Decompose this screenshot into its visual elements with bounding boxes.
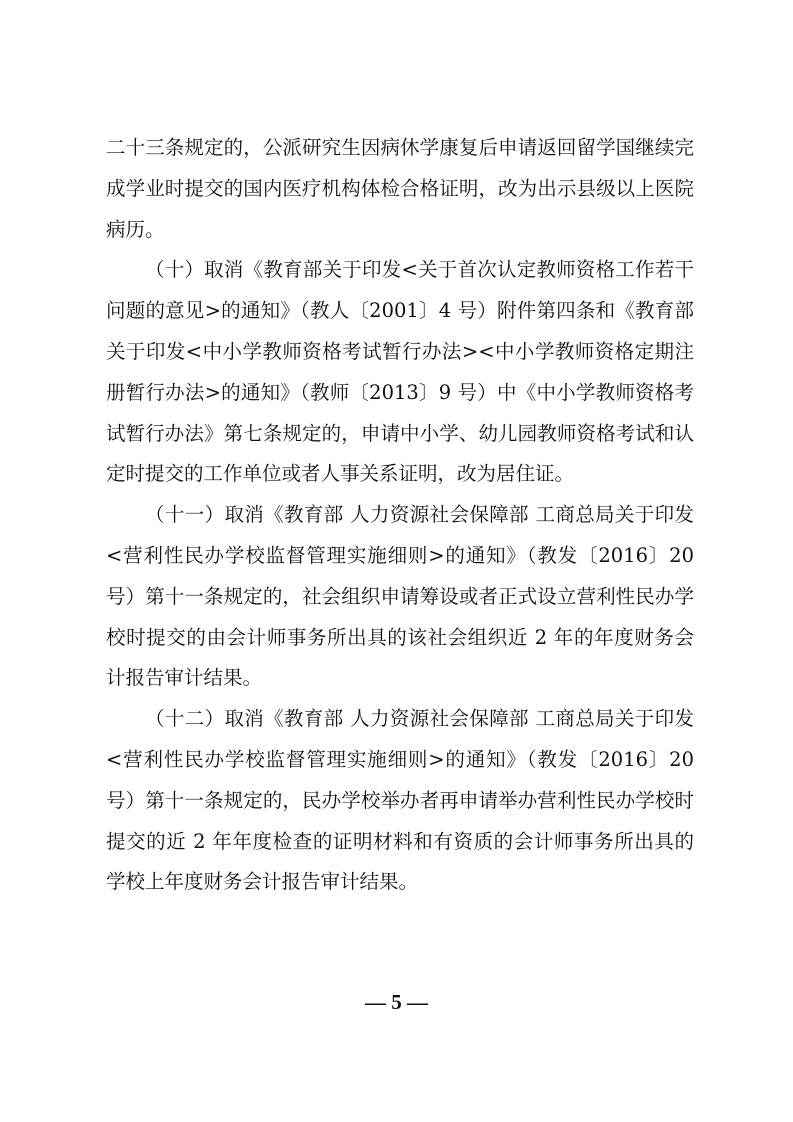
page-number: — 5 — xyxy=(365,990,428,1014)
paragraph-1: 二十三条规定的，公派研究生因病休学康复后申请返回留学国继续完成学业时提交的国内医疗机构体检合格证明，改为出示县级以上医院病历。 xyxy=(106,136,694,241)
paragraph-3: （十一）取消《教育部 人力资源社会保障部 工商总局关于印发<营利性民办学校监督管理实施细则>的通知》（教发〔2016〕20 号）第十一条规定的，社会组织申请筹设或者正式设立营利性民办学校时提交的由会计师事务所出具的该社会组织近 2 年的年度财务会计报告审计结果。 xyxy=(106,503,694,690)
document-body xyxy=(106,128,694,903)
paragraph-4: （十二）取消《教育部 人力资源社会保障部 工商总局关于印发<营利性民办学校监督管理实施细则>的通知》（教发〔2016〕20 号）第十一条规定的，民办学校举办者再申请举办营利性民办学校时提交的近 2 年年度检查的证明材料和有资质的会计师事务所出具的学校上年度财务会计报告审计结果。 xyxy=(106,707,694,894)
paragraph-2: （十）取消《教育部关于印发<关于首次认定教师资格工作若干问题的意见>的通知》（教人〔2001〕4 号）附件第四条和《教育部关于印发<中小学教师资格考试暂行办法><中小学教师资格定期注册暂行办法>的通知》（教师〔2013〕9 号）中《中小学教师资格考试暂行办法》第七条规定的，申请中小学、幼儿园教师资格考试和认定时提交的工作单位或者人事关系证明，改为居住证。 xyxy=(106,258,694,486)
